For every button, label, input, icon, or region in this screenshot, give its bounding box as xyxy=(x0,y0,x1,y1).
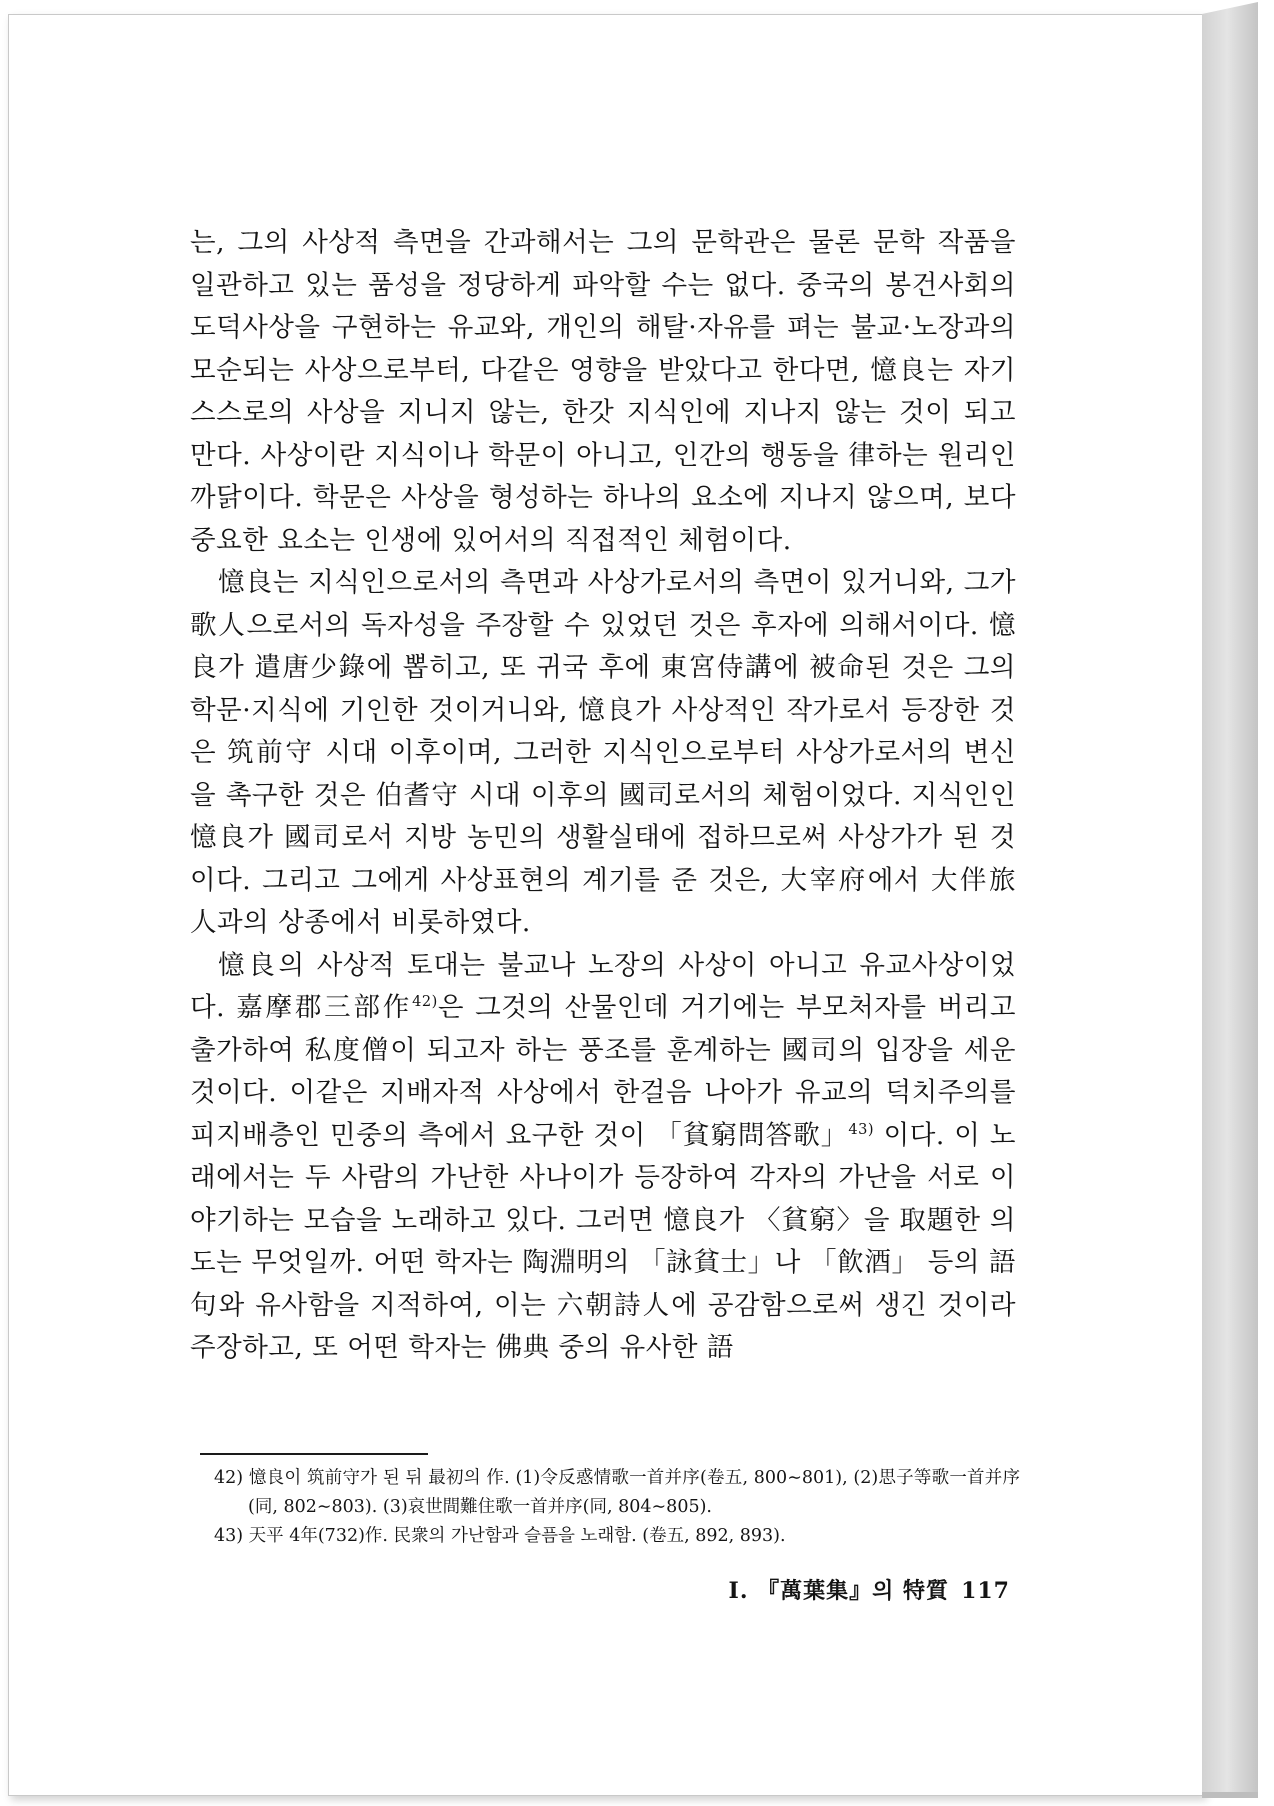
footnotes xyxy=(214,1464,1020,1551)
page-number: 117 xyxy=(961,1578,1010,1604)
page-edge-stack xyxy=(1202,2,1258,1794)
footnote-divider xyxy=(200,1453,428,1455)
footnote-43: 43) 天平 4年(732)作. 民衆의 가난함과 슬픔을 노래함. (卷五, 892, 893). xyxy=(214,1526,786,1546)
footnote-ref-43: 43) xyxy=(848,1120,875,1138)
paragraph-1: 는, 그의 사상적 측면을 간과해서는 그의 문학관은 물론 문학 작품을 일관하고 있는 품성을 정당하게 파악할 수는 없다. 중국의 봉건사회의 도덕사상을 구현하는 유교와, 개인의 해탈·자유를 펴는 불교·노장과의 모순되는 사상으로부터, 다같은 영향을 받았다고 한다면, 憶良는 자기 스스로의 사상을 지니지 않는, 한갓 지식인에 지나지 않는 것이 되고 만다. 사상이란 지식이나 학문이 아니고, 인간의 행동을 律하는 원리인 까닭이다. 학문은 사상을 형성하는 하나의 요소에 지나지 않으며, 보다 중요한 요소는 인생에 있어서의 직접적인 체험이다. xyxy=(190,227,1016,556)
paragraph-3-text-c: 이다. 이 노래에서는 두 사람의 가난한 사나이가 등장하여 각자의 가난을 서로 이야기하는 모습을 노래하고 있다. 그러면 憶良가 〈貧窮〉을 取題한 의도는 무엇일까. 어떤 학자는 陶淵明의 「詠貧士」나 「飮酒」 등의 語句와 유사함을 지적하여, 이는 六朝詩人에 공감함으로써 생긴 것이라 주장하고, 또 어떤 학자는 佛典 중의 유사한 語 xyxy=(190,1119,1016,1363)
main-body-text xyxy=(190,222,1016,1370)
chapter-title: I. 『萬葉集』의 特質 xyxy=(728,1578,950,1604)
paragraph-3-text-a: 憶良의 사상적 토대는 불교나 노장의 사상이 아니고 유교사상이었다. 嘉摩郡三部作 xyxy=(190,949,1016,1023)
footnote-42: 42) 憶良이 筑前守가 된 뒤 最初의 作. (1)令反惑情歌一首并序(卷五, 800∼801), (2)思子等歌一首并序(同, 802∼803). (3)哀世間難住歌一首并序(同, 804∼805). xyxy=(214,1468,1020,1517)
paragraph-2: 憶良는 지식인으로서의 측면과 사상가로서의 측면이 있거니와, 그가 歌人으로서의 독자성을 주장할 수 있었던 것은 후자에 의해서이다. 憶良가 遣唐少錄에 뽑히고, 또 귀국 후에 東宮侍講에 被命된 것은 그의 학문·지식에 기인한 것이거니와, 憶良가 사상적인 작가로서 등장한 것은 筑前守 시대 이후이며, 그러한 지식인으로부터 사상가로서의 변신을 촉구한 것은 伯耆守 시대 이후의 國司로서의 체험이었다. 지식인인 憶良가 國司로서 지방 농민의 생활실태에 접하므로써 사상가가 된 것이다. 그리고 그에게 사상표현의 계기를 준 것은, 大宰府에서 大伴旅人과의 상종에서 비롯하였다. xyxy=(190,567,1016,938)
page-edge-bottom xyxy=(1202,1792,1258,1798)
paragraph-3-text-b: 은 그것의 산물인데 거기에는 부모처자를 버리고 출가하여 私度僧이 되고자 하는 풍조를 훈계하는 國司의 입장을 세운 것이다. 이같은 지배자적 사상에서 한걸음 나아가 유교의 덕치주의를 피지배층인 민중의 측에서 요구한 것이 「貧窮問答歌」 xyxy=(190,992,1016,1151)
running-footer xyxy=(700,1574,1010,1605)
footnote-ref-42: 42) xyxy=(412,993,438,1011)
paragraph-3 xyxy=(190,945,1016,1370)
